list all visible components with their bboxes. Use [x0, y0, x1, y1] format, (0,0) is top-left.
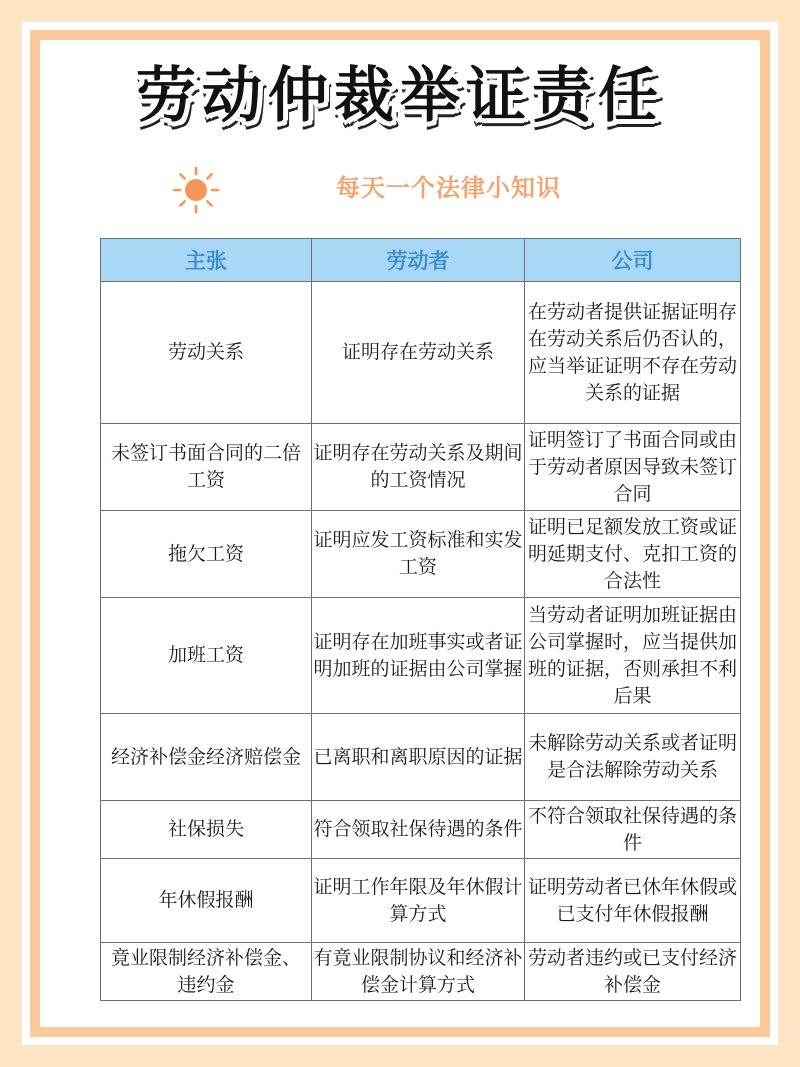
column-header-claim: 主张 — [101, 239, 312, 282]
company-cell: 证明劳动者已休年休假或已支付年休假报酬 — [525, 859, 741, 943]
company-cell: 未解除劳动关系或者证明是合法解除劳动关系 — [525, 714, 741, 801]
worker-cell: 符合领取社保待遇的条件 — [312, 801, 525, 859]
column-header-company: 公司 — [525, 239, 741, 282]
worker-cell: 有竟业限制协议和经济补偿金计算方式 — [312, 943, 525, 1001]
subtitle: 每天一个法律小知识 — [336, 174, 561, 202]
worker-cell: 证明工作年限及年休假计算方式 — [312, 859, 525, 943]
claim-cell: 年休假报酬 — [101, 859, 312, 943]
worker-cell: 证明存在加班事实或者证明加班的证据由公司掌握 — [312, 598, 525, 714]
sun-icon — [172, 166, 220, 214]
table-row — [101, 714, 741, 801]
claim-cell: 加班工资 — [101, 598, 312, 714]
claim-cell: 竟业限制经济补偿金、违约金 — [101, 943, 312, 1001]
claim-cell: 未签订书面合同的二倍工资 — [101, 424, 312, 511]
claim-cell: 社保损失 — [101, 801, 312, 859]
table-header-row — [101, 239, 741, 282]
company-cell: 当劳动者证明加班证据由公司掌握时，应当提供加班的证据，否则承担不利后果 — [525, 598, 741, 714]
table-row — [101, 424, 741, 511]
company-cell: 证明签订了书面合同或由于劳动者原因导致未签订合同 — [525, 424, 741, 511]
worker-cell: 证明存在劳动关系及期间的工资情况 — [312, 424, 525, 511]
worker-cell: 证明应发工资标准和实发工资 — [312, 511, 525, 598]
worker-cell: 证明存在劳动关系 — [312, 282, 525, 424]
company-cell: 证明已足额发放工资或证明延期支付、克扣工资的合法性 — [525, 511, 741, 598]
table-row — [101, 943, 741, 1001]
company-cell: 在劳动者提供证据证明存在劳动关系后仍否认的，应当举证证明不存在劳动关系的证据 — [525, 282, 741, 424]
table-row — [101, 282, 741, 424]
column-header-worker: 劳动者 — [312, 239, 525, 282]
table-row — [101, 511, 741, 598]
claim-cell: 劳动关系 — [101, 282, 312, 424]
company-cell: 劳动者违约或已支付经济补偿金 — [525, 943, 741, 1001]
worker-cell: 已离职和离职原因的证据 — [312, 714, 525, 801]
page-title: 劳动仲裁举证责任 — [136, 61, 664, 131]
burden-of-proof-table — [100, 238, 741, 1001]
table-row — [101, 859, 741, 943]
company-cell: 不符合领取社保待遇的条件 — [525, 801, 741, 859]
claim-cell: 拖欠工资 — [101, 511, 312, 598]
claim-cell: 经济补偿金经济赔偿金 — [101, 714, 312, 801]
table-row — [101, 801, 741, 859]
table-row — [101, 598, 741, 714]
